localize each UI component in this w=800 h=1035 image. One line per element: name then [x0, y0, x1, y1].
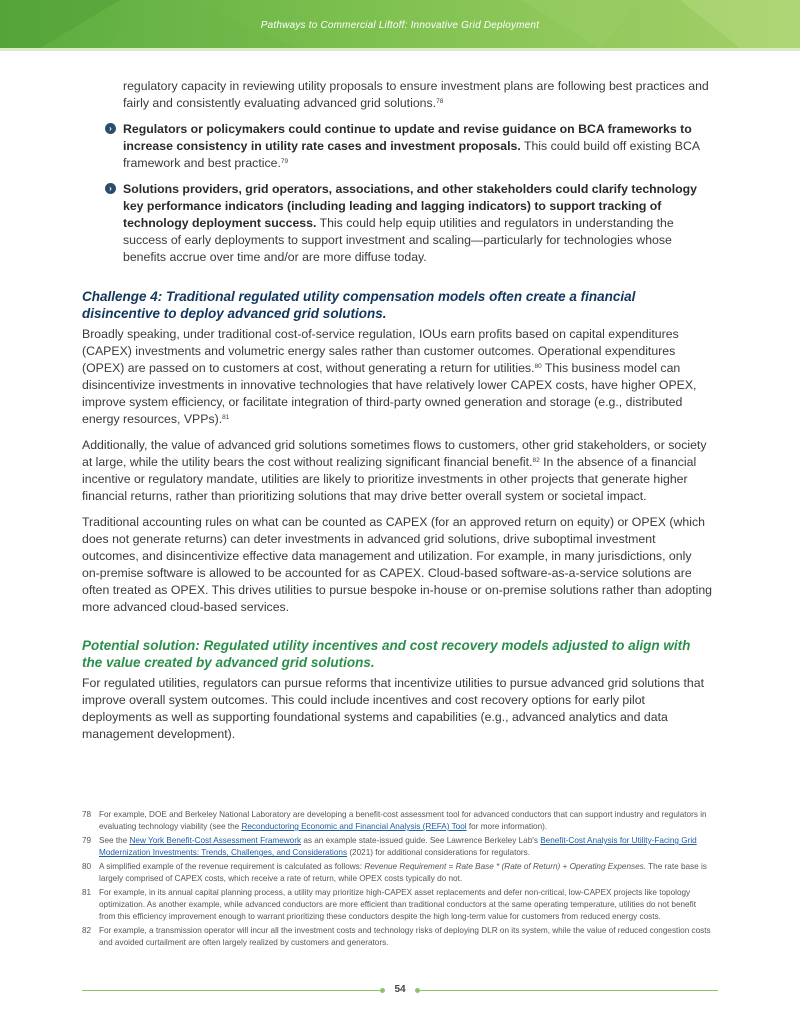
- bullet-bold-text: Solutions providers, grid operators, associations, and other stakeholders could clarify technology key performance indicators (including leading and lagging indicators) to support tracking of technology deployment success.: [123, 182, 697, 230]
- footnote-number: 81: [82, 888, 92, 897]
- footnote-text: See the: [99, 836, 130, 845]
- paragraph-text: Broadly speaking, under traditional cost-of-service regulation, IOUs earn profits based on capital expenditures (CAPEX) investments and volumetric energy sales rather than customer outcomes. Operational expenditures (OPEX) are passed on to customers at cost, without generating a return for utilities.: [82, 327, 679, 375]
- footnote-text: A simplified example of the revenue requirement is calculated as follows:: [99, 862, 365, 871]
- footnote-number: 79: [82, 836, 92, 845]
- footnote-text: For example, a transmission operator will incur all the investment costs and technology risks of deploying DLR on its system, while the value of reduced congestion costs and avoided curtailment are often largely realized by customers and generators.: [99, 926, 711, 947]
- footnote-79: [82, 835, 712, 859]
- chevron-right-circle-icon: ›: [105, 183, 116, 194]
- footnote-number: 78: [82, 810, 92, 819]
- footnote-80: [82, 861, 712, 885]
- page-header: [0, 0, 800, 48]
- challenge-paragraph-2: [82, 437, 712, 505]
- lbl-bca-report-link[interactable]: Benefit-Cost Analysis for Utility-Facing Grid Modernization Investments: Trends, Challenges, and Considerations: [99, 836, 697, 857]
- footnote-ref[interactable]: 81: [222, 414, 230, 421]
- footnote-formula: Revenue Requirement = Rate Base * (Rate of Return) + Operating Expenses.: [364, 862, 647, 871]
- footnote-ref[interactable]: 82: [532, 457, 540, 464]
- footnote-text: as an example state-issued guide. See Lawrence Berkeley Lab's: [301, 836, 541, 845]
- bullet-text: This could help equip utilities and regulators in understanding the success of early deployments to support investment and scaling—particularly for technologies whose benefits accrue over time and/or are more diffuse today.: [123, 216, 674, 264]
- footnote-78: [82, 809, 712, 833]
- header-divider: [0, 48, 800, 51]
- refa-tool-link[interactable]: Reconductoring Economic and Financial Analysis (REFA) Tool: [241, 822, 467, 831]
- footer-rule-right: [416, 990, 718, 991]
- bullet-item-bca-guidance: [82, 121, 712, 172]
- paragraph-text: This business model can disincentivize investments in innovative technologies that have relatively lower CAPEX costs, have higher OPEX, improve system efficiency, or facilitate integration of third-party owned generation and storage (e.g., distributed energy resources, VPPs).: [82, 361, 697, 426]
- paragraph-text: In the absence of a financial incentive or regulatory mandate, utilities are likely to prioritize investments in other projects that generate higher financial returns, rather than prioritizing solutions that may drive better overall system or societal impact.: [82, 455, 697, 503]
- footnote-text: For example, in its annual capital planning process, a utility may prioritize high-CAPEX asset replacements and defer non-critical, low-CAPEX projects like topology optimization. As another example, while advanced conductors are more efficient than traditional conductors at the same operating temperature, utilities do not benefit from this efficiency improvement enough to warrant prioritizing these conductors despite the high long-term value for customers from reduced energy costs.: [99, 888, 696, 921]
- main-content: [82, 78, 712, 743]
- footnote-ref[interactable]: 80: [534, 363, 542, 370]
- footnote-ref[interactable]: 79: [280, 158, 289, 165]
- chevron-right-circle-icon: ›: [105, 123, 116, 134]
- intro-text: regulatory capacity in reviewing utility proposals to ensure investment plans are following best practices and fairly and consistently evaluating advanced grid solutions.: [123, 79, 709, 110]
- challenge-paragraph-3: Traditional accounting rules on what can be counted as CAPEX (for an approved return on equity) or OPEX (which does not generate returns) can deter investments in advanced grid solutions, drive suboptimal investment outcomes, and disincentivize effective data management and utilization. For example, in many jurisdictions, only on-premise software is allowed to be accounted for as CAPEX. Cloud-based software-as-a-service solutions are often treated as OPEX. This drives utilities to pursue bespoke in-house or on-premise solutions rather than adopting more advanced cloud-based services.: [82, 515, 712, 614]
- footnote-text: (2021) for additional considerations for regulators.: [347, 848, 531, 857]
- footnote-81: [82, 887, 712, 923]
- document-title: Pathways to Commercial Liftoff: Innovative Grid Deployment: [260, 20, 540, 31]
- footnote-number: 80: [82, 862, 92, 871]
- solution-heading: Potential solution: Regulated utility incentives and cost recovery models adjusted to align with the value created by advanced grid solutions.: [82, 638, 691, 670]
- footnote-number: 82: [82, 926, 92, 935]
- intro-paragraph: [82, 78, 712, 112]
- page-number: 54: [394, 984, 406, 995]
- challenge-heading: Challenge 4: Traditional regulated utility compensation models often create a financial disincentive to deploy advanced grid solutions.: [82, 289, 636, 321]
- bullet-text: This could build off existing BCA framework and best practice.: [123, 139, 700, 170]
- footnote-text: For example, DOE and Berkeley National Laboratory are developing a benefit-cost assessment tool for advanced conductors that can support industry and regulators in evaluating technology viability (see the: [99, 810, 707, 831]
- footnote-ref[interactable]: 78: [436, 98, 444, 105]
- solution-paragraph: For regulated utilities, regulators can pursue reforms that incentivize utilities to pursue advanced grid solutions that improve overall system outcomes. This could include incentives and cost recovery options for early pilot deployments as well as supporting foundational systems and capabilities (e.g., advanced analytics and data management development).: [82, 676, 705, 741]
- challenge-paragraph-1: [82, 326, 712, 428]
- footnote-text: The rate base is largely comprised of CAPEX costs, which receive a rate of return, while OPEX costs typically do not.: [99, 862, 707, 883]
- ny-bca-framework-link[interactable]: New York Benefit-Cost Assessment Framework: [129, 836, 302, 845]
- footnotes: [82, 809, 712, 951]
- footer-rule-left: [82, 990, 384, 991]
- footnote-text: for more information).: [466, 822, 548, 831]
- paragraph-text: Additionally, the value of advanced grid solutions sometimes flows to customers, other grid stakeholders, or society at large, while the utility bears the cost without realizing significant financial benefit.: [82, 438, 707, 469]
- footnote-82: [82, 925, 712, 949]
- bullet-bold-text: Regulators or policymakers could continue to update and revise guidance on BCA frameworks to increase consistency in utility rate cases and investment proposals.: [123, 122, 692, 153]
- bullet-item-kpi: [82, 181, 712, 266]
